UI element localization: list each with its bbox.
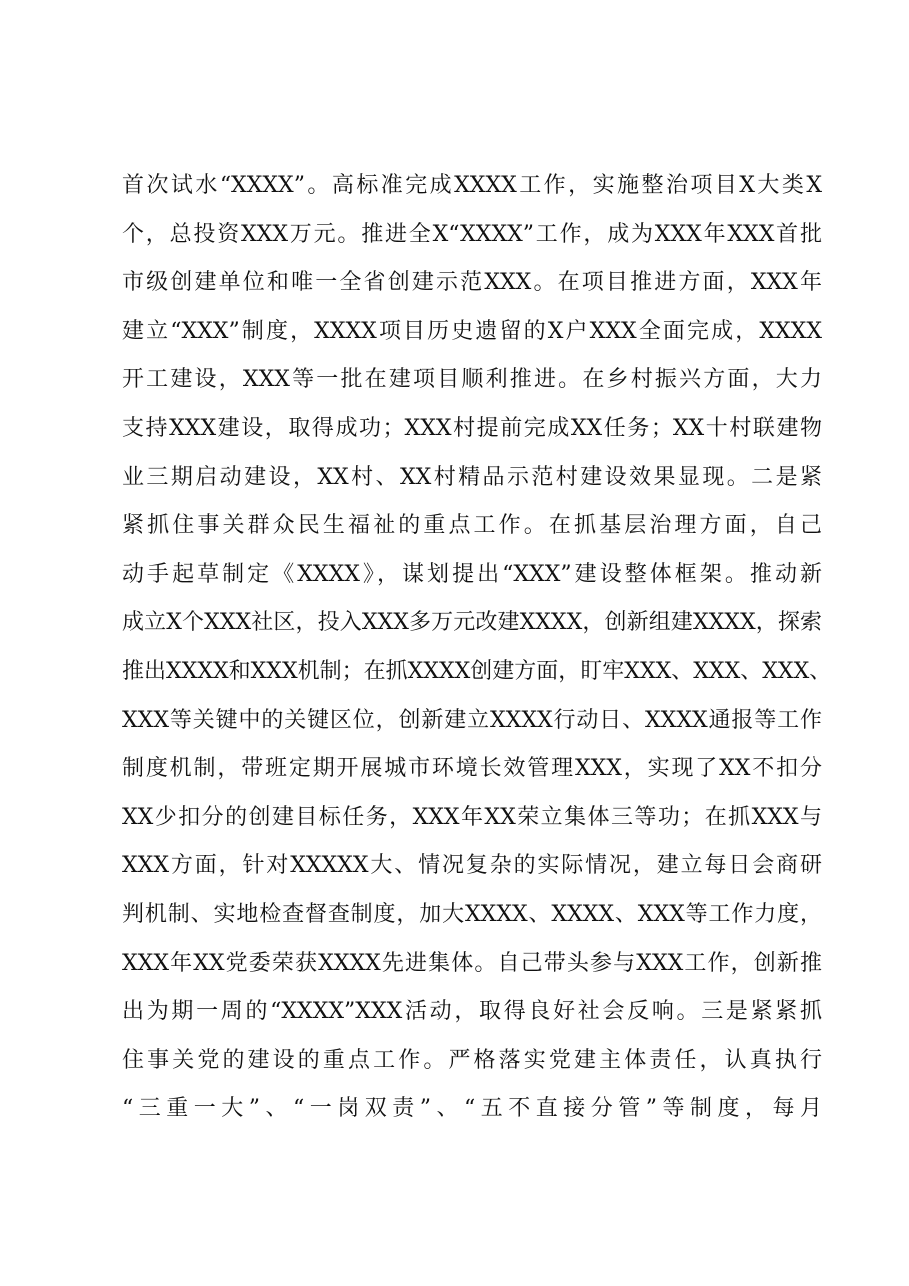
text-line: 个，总投资XXX万元。推进全X“XXXX”工作，成为XXX年XXX首批 <box>122 221 822 247</box>
text-line: 判机制、实地检查督查制度，加大XXXX、XXXX、XXX等工作力度， <box>122 901 822 927</box>
text-line: 紧抓住事关群众民生福祉的重点工作。在抓基层治理方面，自己 <box>122 513 822 539</box>
text-line: XXX年XX党委荣获XXXX先进集体。自己带头参与XXX工作，创新推 <box>122 950 822 976</box>
text-line: 首次试水“XXXX”。高标准完成XXXX工作，实施整治项目X大类X <box>122 173 822 198</box>
body-text <box>122 168 832 1140</box>
text-line: “三重一大”、“一岗双责”、“五不直接分管”等制度，每月 <box>122 1096 822 1122</box>
text-line: 支持XXX建设，取得成功；XXX村提前完成XX任务；XX十村联建物 <box>122 415 822 441</box>
text-line: 出为期一周的“XXXX”XXX活动，取得良好社会反响。三是紧紧抓 <box>122 999 822 1025</box>
text-line: XX少扣分的创建目标任务，XXX年XX荣立集体三等功；在抓XXX与 <box>122 804 822 830</box>
text-line: 推出XXXX和XXX机制；在抓XXXX创建方面，盯牢XXX、XXX、XXX、 <box>122 658 832 684</box>
text-line: 市级创建单位和唯一全省创建示范XXX。在项目推进方面，XXX年 <box>122 270 822 296</box>
text-line: 开工建设，XXX等一批在建项目顺利推进。在乡村振兴方面，大力 <box>122 367 822 393</box>
text-line: 动手起草制定《XXXX》，谋划提出“XXX”建设整体框架。推动新 <box>122 561 822 587</box>
text-line: 制度机制，带班定期开展城市环境长效管理XXX，实现了XX不扣分 <box>122 756 822 782</box>
text-line: 住事关党的建设的重点工作。严格落实党建主体责任，认真执行 <box>122 1047 822 1073</box>
text-line: XXX等关键中的关键区位，创新建立XXXX行动日、XXXX通报等工作 <box>122 707 822 733</box>
text-line: 业三期启动建设，XX村、XX村精品示范村建设效果显现。二是紧 <box>122 464 822 490</box>
text-line: 成立X个XXX社区，投入XXX多万元改建XXXX，创新组建XXXX，探索 <box>122 610 822 636</box>
text-line: 建立“XXX”制度，XXXX项目历史遗留的X户XXX全面完成，XXXX <box>122 318 822 344</box>
text-line: XXX方面，针对XXXXX大、情况复杂的实际情况，建立每日会商研 <box>122 853 822 879</box>
